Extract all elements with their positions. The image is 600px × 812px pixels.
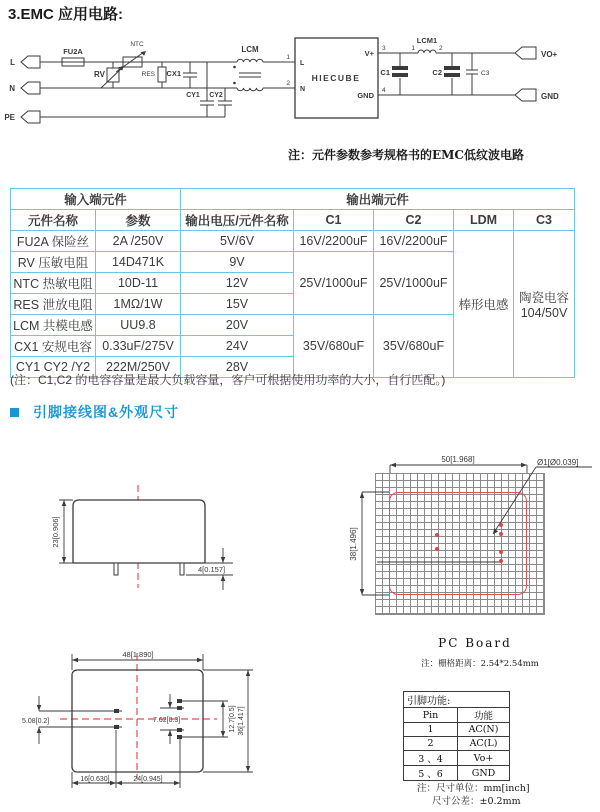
- input-pe-label: PE: [4, 113, 15, 122]
- mid-pitch-dim: 7.62[0.3]: [153, 717, 181, 724]
- table-cell: 12V: [181, 273, 294, 294]
- c3-type-label: 陶瓷电容: [519, 291, 570, 305]
- table-header-cell: 参数: [96, 210, 181, 231]
- table-cell: 1MΩ/1W: [96, 294, 181, 315]
- table-cell: 25V/1000uF: [374, 252, 454, 315]
- input-terminal-l: [21, 56, 40, 68]
- module-body-outline: [73, 500, 205, 563]
- component-table: [10, 188, 575, 378]
- table-cell: 24V: [181, 336, 294, 357]
- pin-table-row: [404, 723, 510, 737]
- table-header-cell: C2: [374, 210, 454, 231]
- module-pin-l-label: L: [300, 60, 305, 67]
- module-pin-vplus-label: V+: [364, 49, 374, 58]
- c3-label: C3: [481, 70, 490, 77]
- bottom-width-dim: 48[1.890]: [122, 650, 154, 659]
- res-label: RES: [141, 71, 155, 78]
- table-cell: CX1 安规电容: [11, 336, 96, 357]
- table-header-cell: 输出端元件: [181, 189, 575, 210]
- table-group-header-row: [11, 189, 575, 210]
- pin-table-cell: AC(N): [458, 723, 510, 737]
- table-cell: CY1 CY2 /Y2: [11, 357, 96, 378]
- pin-function-table: [403, 691, 510, 781]
- table-header-cell: LDM: [454, 210, 514, 231]
- pin-table-cell: Vo+: [458, 751, 510, 766]
- pcb-hole-dim: Ø1[Ø0.039]: [537, 458, 579, 467]
- c2-label: C2: [432, 68, 442, 77]
- table-header-cell: 输出电压/元件名称: [181, 210, 294, 231]
- table-cell: 16V/2200uF: [294, 231, 374, 252]
- dimension-lines: [39, 654, 253, 788]
- module-pin-gnd-label: GND: [357, 91, 374, 100]
- table-header-cell: 元件名称: [11, 210, 96, 231]
- bottom-left-dim: 16[0.630]: [80, 776, 110, 783]
- side-pin-dim: 4[0.157]: [198, 565, 226, 574]
- dim-note-tolerance: 尺寸公差：±0.2mm: [432, 796, 521, 807]
- dim-note-units: 注：尺寸单位：mm[inch]: [417, 783, 530, 794]
- pin-table-header-cell: 功能: [458, 708, 510, 723]
- c3-value-label: 104/50V: [520, 306, 568, 320]
- table-cell: FU2A 保险丝: [11, 231, 96, 252]
- table-note: (注：C1,C2 的电容容量是最大负载容量，客户可根据使用功率的大小，自行匹配。): [10, 373, 446, 387]
- pin-table-title: 引脚功能:: [404, 692, 510, 708]
- bottom-right-dim: 24[0.945]: [133, 776, 163, 783]
- module-pin2-number: 2: [286, 80, 290, 87]
- pcb-caption: PC Board: [438, 636, 512, 650]
- pin-table-cell: 1: [404, 723, 458, 737]
- table-header-cell: 输入端元件: [11, 189, 181, 210]
- lcm1-pin1-number: 1: [411, 45, 415, 52]
- pin-table-header-row: [404, 708, 510, 723]
- input-n-label: N: [9, 84, 15, 93]
- cy2-label: CY2: [209, 92, 223, 99]
- module-label: HIECUBE: [311, 73, 361, 83]
- circuit-wires: [40, 53, 515, 117]
- module-pin-n-label: N: [300, 86, 306, 93]
- pin-table-header-cell: Pin: [404, 708, 458, 723]
- choke-polarity-dot: [233, 66, 236, 69]
- cx1-label: CX1: [166, 69, 181, 78]
- table-cell: 222M/250V: [96, 357, 181, 378]
- table-cell: 15V: [181, 294, 294, 315]
- table-cell: 16V/2200uF: [374, 231, 454, 252]
- section-title: 引脚接线图&外观尺寸: [33, 404, 180, 420]
- table-cell: RES 泄放电阻: [11, 294, 96, 315]
- lcm1-label: LCM1: [416, 36, 438, 45]
- table-cell: 25V/1000uF: [294, 252, 374, 315]
- input-terminal-pe: [21, 111, 40, 123]
- output-gnd-label: GND: [541, 92, 559, 101]
- dimension-lines: [362, 465, 592, 595]
- table-cell: NTC 热敏电阻: [11, 273, 96, 294]
- table-cell: LCM 共模电感: [11, 315, 96, 336]
- table-header-cell: C1: [294, 210, 374, 231]
- page-title: 3.EMC 应用电路:: [8, 6, 124, 23]
- module-pin4-number: 4: [382, 87, 386, 94]
- table-cell: 28V: [181, 357, 294, 378]
- module-pin3-number: 3: [382, 45, 386, 52]
- output-terminal-gnd: [515, 89, 536, 101]
- circuit-note: 注：元件参数参考规格书的EMC低纹波电路: [288, 148, 524, 162]
- table-cell: 2A /250V: [96, 231, 181, 252]
- table-cell-ldm: 棒形电感: [454, 231, 514, 378]
- output-inductor-symbol: [418, 50, 436, 53]
- pin-table-row: [404, 751, 510, 766]
- module-pin: [114, 563, 118, 575]
- right-span-dim: 12.7[0.5]: [229, 705, 236, 733]
- pin-table-row: [404, 766, 510, 781]
- centerlines: [60, 653, 217, 779]
- table-cell: 9V: [181, 252, 294, 273]
- input-l-label: L: [10, 58, 15, 67]
- choke-polarity-dot: [233, 82, 236, 85]
- table-cell: 5V/6V: [181, 231, 294, 252]
- pin-table-cell: 3 、4: [404, 751, 458, 766]
- section-bullet-icon: [10, 408, 19, 417]
- lcm-label: LCM: [241, 45, 259, 54]
- module-pin: [180, 563, 184, 575]
- table-cell: 0.33uF/275V: [96, 336, 181, 357]
- table-cell: 20V: [181, 315, 294, 336]
- pcb-note: 注：栅格距离：2.54*2.54mm: [421, 659, 539, 669]
- output-vo-label: VO+: [541, 50, 558, 59]
- pcb-pin-holes: [435, 523, 503, 563]
- table-cell: RV 压敏电阻: [11, 252, 96, 273]
- rv-label: RV: [94, 70, 105, 79]
- bleeder-resistor-symbol: [158, 67, 166, 82]
- pin-table-cell: AC(L): [458, 737, 510, 751]
- lcm1-pin2-number: 2: [439, 45, 443, 52]
- c2-capacitor-symbol: [444, 66, 460, 77]
- table-cell: 35V/680uF: [294, 315, 374, 378]
- pin-table-cell: GND: [458, 766, 510, 781]
- pcb-height-dim: 38[1.496]: [349, 527, 358, 561]
- table-header-cell: C3: [514, 210, 575, 231]
- table-cell-c3: [514, 231, 575, 378]
- pin-table-title-row: [404, 692, 510, 708]
- bottom-view-drawing: [10, 640, 300, 805]
- emc-circuit-diagram: [0, 30, 600, 165]
- table-header-row: [11, 210, 575, 231]
- input-terminal-n: [21, 82, 40, 94]
- c1-capacitor-symbol: [392, 66, 408, 77]
- pin-table-cell: 2: [404, 737, 458, 751]
- table-cell: 35V/680uF: [374, 315, 454, 378]
- c1-label: C1: [380, 68, 390, 77]
- table-cell: 10D-11: [96, 273, 181, 294]
- fuse-label: FU2A: [63, 47, 83, 56]
- pcb-width-dim: 50[1.968]: [441, 455, 475, 464]
- module-pin1-number: 1: [286, 54, 290, 61]
- section-header: [10, 402, 179, 422]
- bottom-height-dim: 36[1.417]: [238, 706, 245, 736]
- pin-table-row: [404, 737, 510, 751]
- side-view-drawing: [30, 460, 260, 600]
- pin-table-cell: 5 、6: [404, 766, 458, 781]
- table-row: [11, 231, 575, 252]
- cy1-label: CY1: [186, 92, 200, 99]
- table-cell: 14D471K: [96, 252, 181, 273]
- common-mode-choke-symbol: [237, 59, 263, 90]
- left-pitch-dim: 5.08[0.2]: [22, 718, 50, 725]
- table-cell: UU9.8: [96, 315, 181, 336]
- ntc-label: NTC: [130, 41, 144, 48]
- output-terminal-vo: [515, 47, 536, 59]
- side-height-dim: 23[0.906]: [51, 516, 60, 548]
